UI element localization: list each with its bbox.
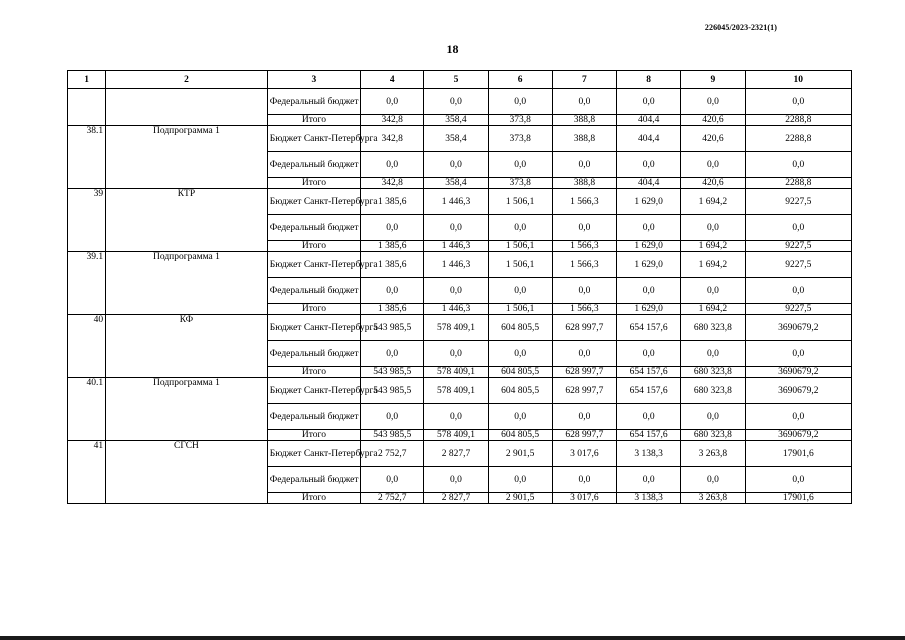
value-cell: 578 409,1 <box>424 315 488 341</box>
value-cell: 404,4 <box>617 115 681 126</box>
column-header: 6 <box>488 71 552 89</box>
value-cell: 420,6 <box>681 126 745 152</box>
funding-source-cell: Бюджет Санкт-Петербурга <box>267 189 360 215</box>
funding-source-cell: Итого <box>267 241 360 252</box>
value-cell: 9227,5 <box>745 252 852 278</box>
value-cell: 628 997,7 <box>552 430 616 441</box>
funding-source-cell: Итого <box>267 430 360 441</box>
value-cell: 1 506,1 <box>488 241 552 252</box>
value-cell: 0,0 <box>424 89 488 115</box>
value-cell: 0,0 <box>617 89 681 115</box>
value-cell: 1 566,3 <box>552 189 616 215</box>
value-cell: 0,0 <box>745 467 852 493</box>
value-cell: 0,0 <box>488 89 552 115</box>
funding-source-cell: Федеральный бюджет <box>267 341 360 367</box>
value-cell: 0,0 <box>681 278 745 304</box>
value-cell: 0,0 <box>361 215 424 241</box>
value-cell: 0,0 <box>488 152 552 178</box>
value-cell: 1 446,3 <box>424 304 488 315</box>
value-cell: 3690679,2 <box>745 367 852 378</box>
value-cell: 680 323,8 <box>681 315 745 341</box>
value-cell: 654 157,6 <box>617 315 681 341</box>
value-cell: 0,0 <box>617 152 681 178</box>
value-cell: 0,0 <box>488 467 552 493</box>
funding-source-cell: Бюджет Санкт-Петербурга <box>267 126 360 152</box>
value-cell: 0,0 <box>745 152 852 178</box>
value-cell: 654 157,6 <box>617 378 681 404</box>
column-header: 7 <box>552 71 616 89</box>
value-cell: 0,0 <box>681 215 745 241</box>
item-name-cell: Подпрограмма 1 <box>106 378 268 441</box>
value-cell: 373,8 <box>488 115 552 126</box>
value-cell: 1 566,3 <box>552 241 616 252</box>
value-cell: 2 752,7 <box>361 441 424 467</box>
column-header: 4 <box>361 71 424 89</box>
value-cell: 0,0 <box>552 215 616 241</box>
value-cell: 2 827,7 <box>424 441 488 467</box>
value-cell: 1 385,6 <box>361 189 424 215</box>
item-name-cell: КТР <box>106 189 268 252</box>
value-cell: 0,0 <box>361 404 424 430</box>
value-cell: 0,0 <box>424 341 488 367</box>
value-cell: 578 409,1 <box>424 367 488 378</box>
value-cell: 0,0 <box>361 152 424 178</box>
value-cell: 9227,5 <box>745 241 852 252</box>
value-cell: 1 629,0 <box>617 304 681 315</box>
column-header: 8 <box>617 71 681 89</box>
value-cell: 1 385,6 <box>361 304 424 315</box>
value-cell: 420,6 <box>681 115 745 126</box>
item-number-cell: 41 <box>68 441 106 504</box>
item-name-cell: Подпрограмма 1 <box>106 252 268 315</box>
value-cell: 358,4 <box>424 178 488 189</box>
value-cell: 0,0 <box>424 467 488 493</box>
value-cell: 0,0 <box>361 341 424 367</box>
value-cell: 0,0 <box>745 341 852 367</box>
value-cell: 3 138,3 <box>617 493 681 504</box>
funding-source-cell: Федеральный бюджет <box>267 467 360 493</box>
value-cell: 2288,8 <box>745 178 852 189</box>
table-row <box>68 378 852 404</box>
value-cell: 0,0 <box>424 152 488 178</box>
value-cell: 2 901,5 <box>488 493 552 504</box>
value-cell: 0,0 <box>617 341 681 367</box>
value-cell: 0,0 <box>424 278 488 304</box>
value-cell: 1 566,3 <box>552 304 616 315</box>
value-cell: 0,0 <box>681 467 745 493</box>
value-cell: 2288,8 <box>745 126 852 152</box>
value-cell: 1 694,2 <box>681 304 745 315</box>
value-cell: 342,8 <box>361 178 424 189</box>
value-cell: 3 263,8 <box>681 441 745 467</box>
table-row <box>68 252 852 278</box>
value-cell: 0,0 <box>552 152 616 178</box>
document-id: 226045/2023-2321(1) <box>704 23 777 32</box>
value-cell: 0,0 <box>617 215 681 241</box>
value-cell: 680 323,8 <box>681 367 745 378</box>
item-name-cell <box>106 89 268 126</box>
funding-source-cell: Итого <box>267 178 360 189</box>
value-cell: 358,4 <box>424 126 488 152</box>
value-cell: 1 629,0 <box>617 189 681 215</box>
value-cell: 1 446,3 <box>424 241 488 252</box>
value-cell: 388,8 <box>552 178 616 189</box>
value-cell: 543 985,5 <box>361 378 424 404</box>
funding-source-cell: Бюджет Санкт-Петербурга <box>267 315 360 341</box>
item-name-cell: Подпрограмма 1 <box>106 126 268 189</box>
value-cell: 404,4 <box>617 178 681 189</box>
value-cell: 373,8 <box>488 178 552 189</box>
value-cell: 654 157,6 <box>617 430 681 441</box>
value-cell: 1 506,1 <box>488 189 552 215</box>
value-cell: 17901,6 <box>745 441 852 467</box>
value-cell: 578 409,1 <box>424 378 488 404</box>
table-row <box>68 89 852 115</box>
item-number-cell <box>68 89 106 126</box>
value-cell: 3690679,2 <box>745 378 852 404</box>
funding-source-cell: Федеральный бюджет <box>267 278 360 304</box>
value-cell: 17901,6 <box>745 493 852 504</box>
value-cell: 420,6 <box>681 178 745 189</box>
column-header: 3 <box>267 71 360 89</box>
value-cell: 1 694,2 <box>681 189 745 215</box>
value-cell: 680 323,8 <box>681 430 745 441</box>
funding-source-cell: Бюджет Санкт-Петербурга <box>267 441 360 467</box>
item-number-cell: 38.1 <box>68 126 106 189</box>
value-cell: 0,0 <box>681 89 745 115</box>
value-cell: 2 901,5 <box>488 441 552 467</box>
item-number-cell: 39.1 <box>68 252 106 315</box>
value-cell: 342,8 <box>361 115 424 126</box>
value-cell: 388,8 <box>552 115 616 126</box>
value-cell: 1 385,6 <box>361 252 424 278</box>
value-cell: 0,0 <box>488 278 552 304</box>
value-cell: 0,0 <box>552 278 616 304</box>
value-cell: 342,8 <box>361 126 424 152</box>
value-cell: 0,0 <box>681 152 745 178</box>
value-cell: 578 409,1 <box>424 430 488 441</box>
value-cell: 1 566,3 <box>552 252 616 278</box>
value-cell: 0,0 <box>552 89 616 115</box>
item-number-cell: 40 <box>68 315 106 378</box>
value-cell: 604 805,5 <box>488 315 552 341</box>
value-cell: 628 997,7 <box>552 367 616 378</box>
value-cell: 1 385,6 <box>361 241 424 252</box>
table-row <box>68 189 852 215</box>
value-cell: 1 694,2 <box>681 252 745 278</box>
value-cell: 0,0 <box>745 215 852 241</box>
funding-source-cell: Итого <box>267 493 360 504</box>
value-cell: 1 629,0 <box>617 252 681 278</box>
value-cell: 604 805,5 <box>488 378 552 404</box>
funding-source-cell: Федеральный бюджет <box>267 152 360 178</box>
value-cell: 543 985,5 <box>361 430 424 441</box>
value-cell: 0,0 <box>617 278 681 304</box>
table-row <box>68 315 852 341</box>
value-cell: 3 138,3 <box>617 441 681 467</box>
funding-source-cell: Итого <box>267 304 360 315</box>
funding-source-cell: Федеральный бюджет <box>267 89 360 115</box>
value-cell: 373,8 <box>488 126 552 152</box>
value-cell: 628 997,7 <box>552 315 616 341</box>
value-cell: 1 506,1 <box>488 304 552 315</box>
column-header: 10 <box>745 71 852 89</box>
column-header: 5 <box>424 71 488 89</box>
value-cell: 0,0 <box>681 341 745 367</box>
value-cell: 604 805,5 <box>488 430 552 441</box>
value-cell: 1 629,0 <box>617 241 681 252</box>
value-cell: 0,0 <box>617 467 681 493</box>
value-cell: 0,0 <box>745 404 852 430</box>
value-cell: 0,0 <box>552 404 616 430</box>
item-number-cell: 40.1 <box>68 378 106 441</box>
value-cell: 3 017,6 <box>552 441 616 467</box>
value-cell: 404,4 <box>617 126 681 152</box>
value-cell: 3690679,2 <box>745 315 852 341</box>
value-cell: 654 157,6 <box>617 367 681 378</box>
value-cell: 0,0 <box>488 215 552 241</box>
funding-source-cell: Итого <box>267 367 360 378</box>
value-cell: 3 263,8 <box>681 493 745 504</box>
value-cell: 0,0 <box>424 215 488 241</box>
table-row <box>68 126 852 152</box>
value-cell: 0,0 <box>745 278 852 304</box>
funding-source-cell: Итого <box>267 115 360 126</box>
column-header: 2 <box>106 71 268 89</box>
value-cell: 1 446,3 <box>424 252 488 278</box>
value-cell: 3 017,6 <box>552 493 616 504</box>
funding-source-cell: Федеральный бюджет <box>267 404 360 430</box>
page-number: 18 <box>446 42 459 56</box>
value-cell: 604 805,5 <box>488 367 552 378</box>
item-number-cell: 39 <box>68 189 106 252</box>
value-cell: 0,0 <box>361 89 424 115</box>
scan-bottom-edge <box>0 636 905 640</box>
value-cell: 628 997,7 <box>552 378 616 404</box>
value-cell: 3690679,2 <box>745 430 852 441</box>
value-cell: 388,8 <box>552 126 616 152</box>
value-cell: 1 446,3 <box>424 189 488 215</box>
value-cell: 680 323,8 <box>681 378 745 404</box>
value-cell: 0,0 <box>681 404 745 430</box>
column-header: 1 <box>68 71 106 89</box>
value-cell: 358,4 <box>424 115 488 126</box>
value-cell: 543 985,5 <box>361 315 424 341</box>
column-header: 9 <box>681 71 745 89</box>
value-cell: 0,0 <box>361 278 424 304</box>
value-cell: 2288,8 <box>745 115 852 126</box>
value-cell: 0,0 <box>424 404 488 430</box>
value-cell: 0,0 <box>552 341 616 367</box>
value-cell: 543 985,5 <box>361 367 424 378</box>
budget-table <box>67 70 852 504</box>
value-cell: 9227,5 <box>745 304 852 315</box>
funding-source-cell: Бюджет Санкт-Петербурга <box>267 378 360 404</box>
value-cell: 0,0 <box>361 467 424 493</box>
value-cell: 9227,5 <box>745 189 852 215</box>
funding-source-cell: Федеральный бюджет <box>267 215 360 241</box>
value-cell: 1 694,2 <box>681 241 745 252</box>
value-cell: 1 506,1 <box>488 252 552 278</box>
value-cell: 0,0 <box>552 467 616 493</box>
value-cell: 2 752,7 <box>361 493 424 504</box>
table-row <box>68 441 852 467</box>
table-body <box>68 89 852 504</box>
value-cell: 2 827,7 <box>424 493 488 504</box>
item-name-cell: КФ <box>106 315 268 378</box>
item-name-cell: СГСН <box>106 441 268 504</box>
column-number-row <box>68 71 852 89</box>
value-cell: 0,0 <box>617 404 681 430</box>
value-cell: 0,0 <box>745 89 852 115</box>
value-cell: 0,0 <box>488 341 552 367</box>
value-cell: 0,0 <box>488 404 552 430</box>
funding-source-cell: Бюджет Санкт-Петербурга <box>267 252 360 278</box>
